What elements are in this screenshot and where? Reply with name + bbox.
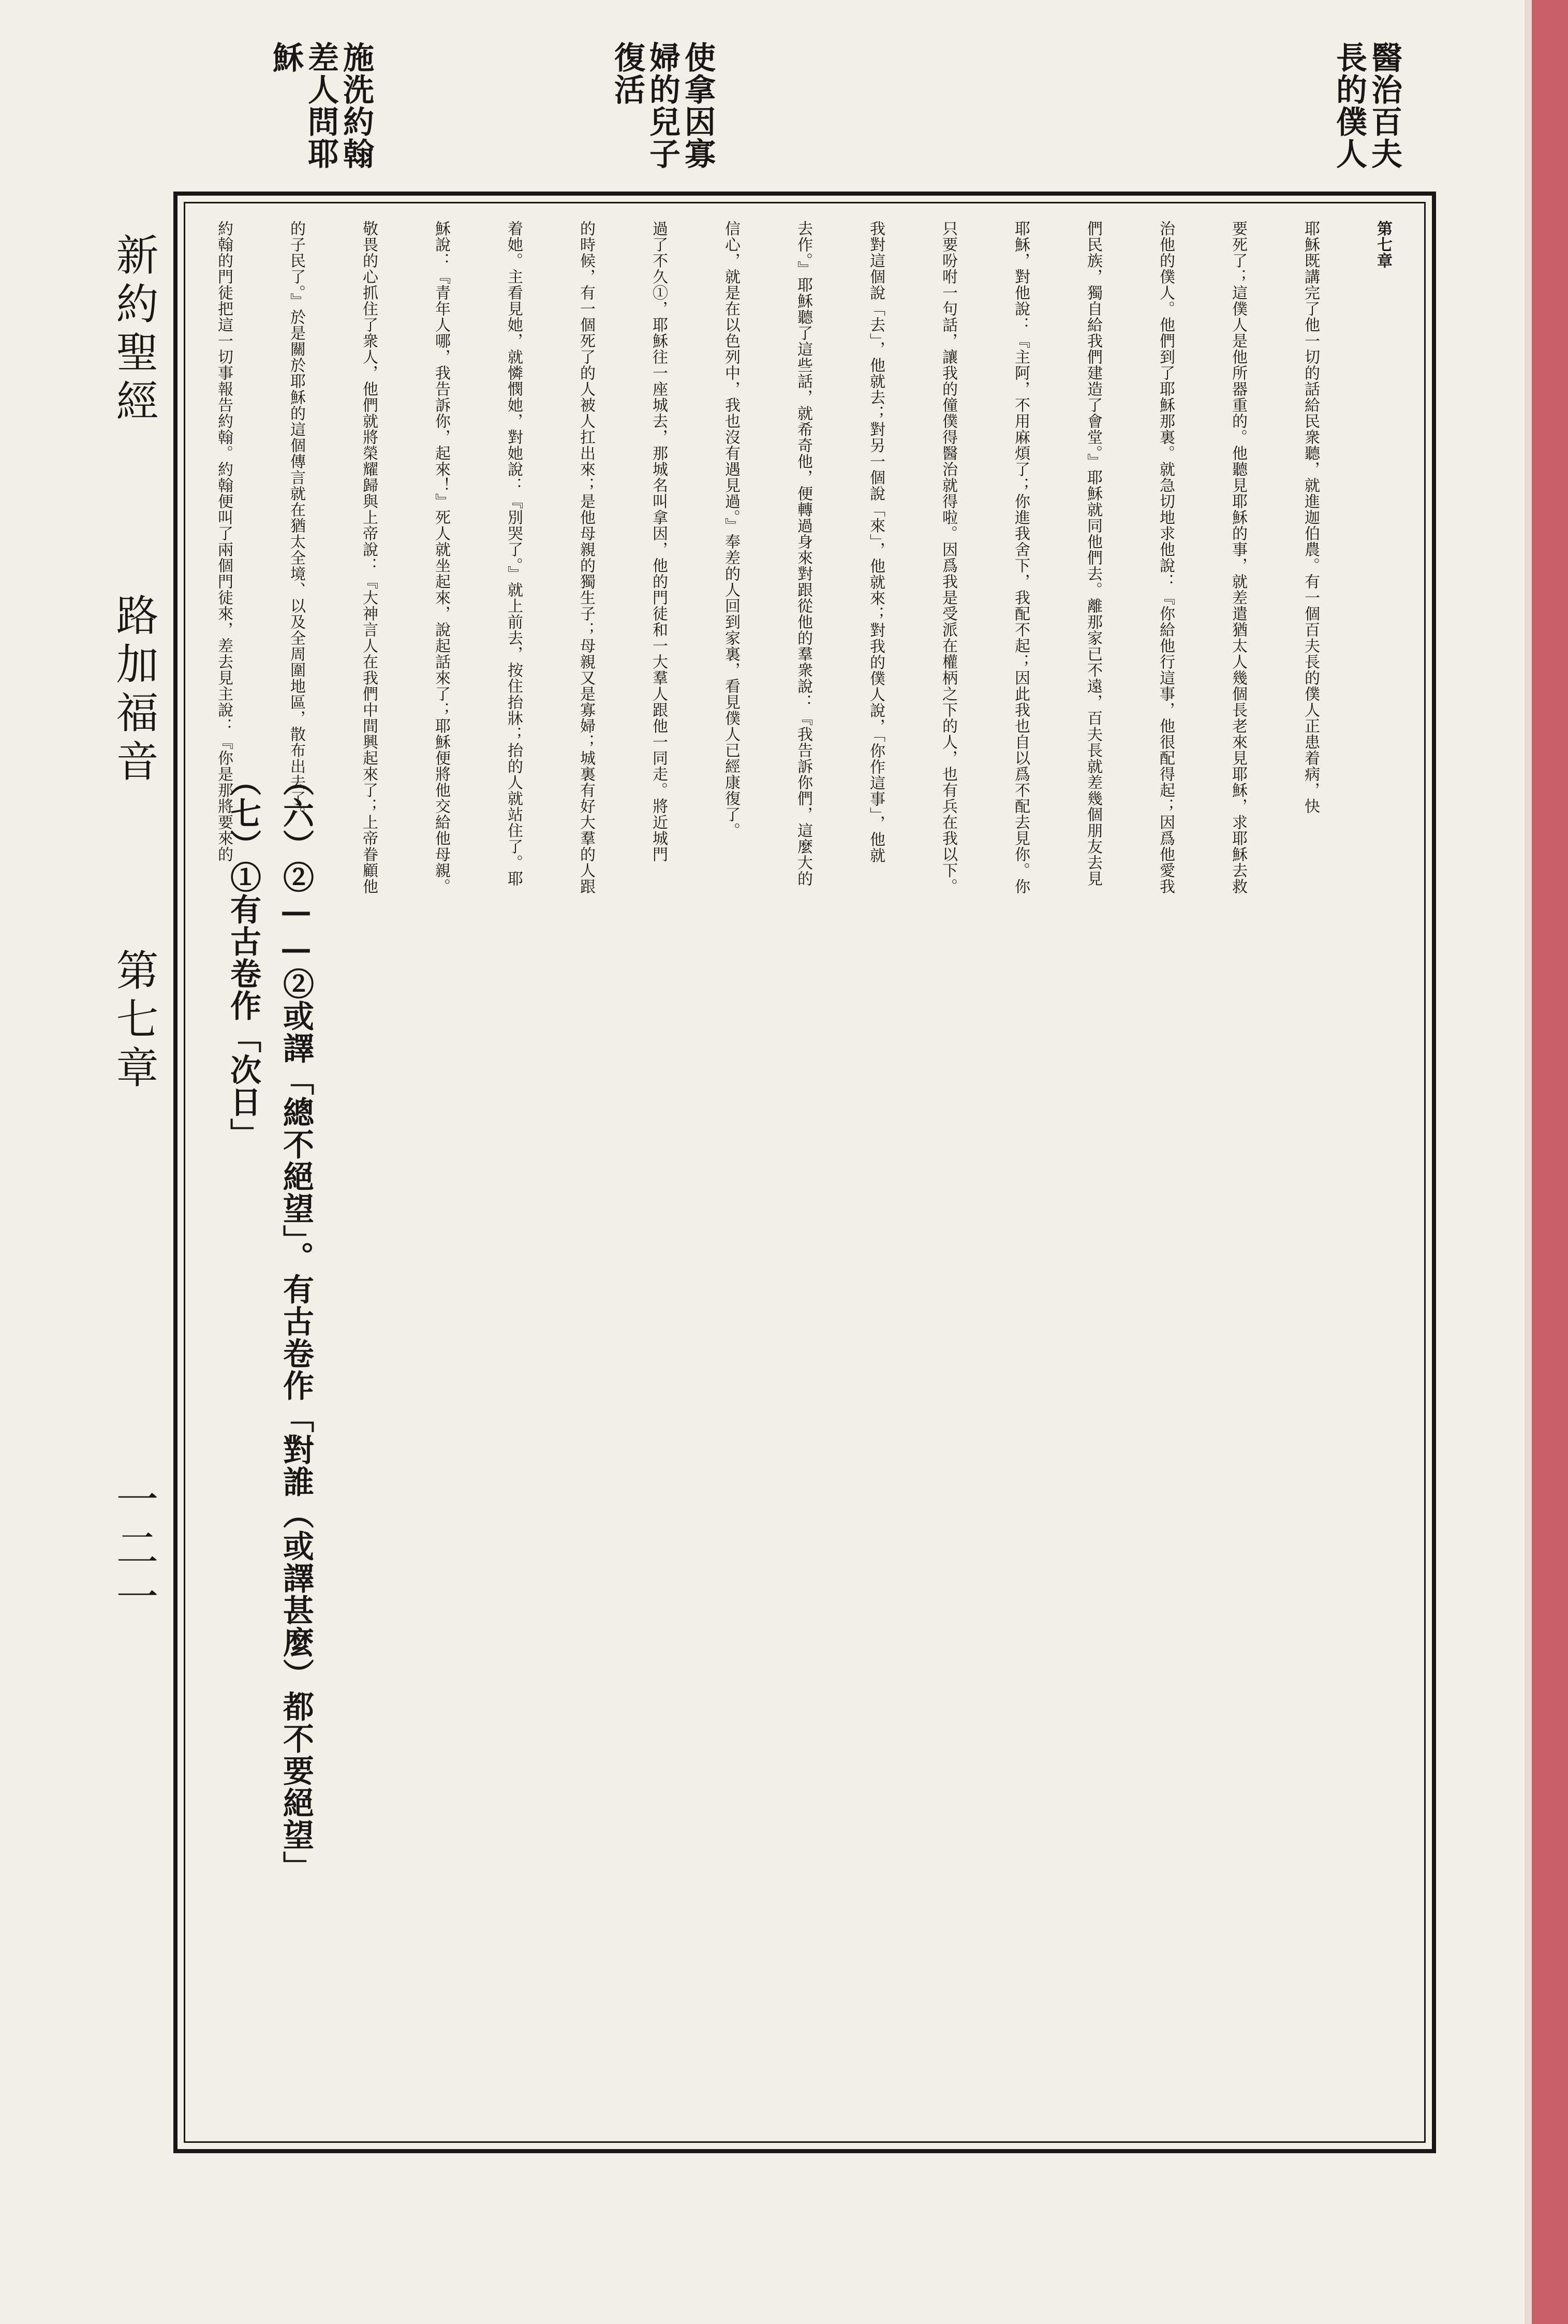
text-column: 去作。』耶穌聽了這些話，就希奇他，便轉過身來對跟從他的羣衆說：『我告訴你們，這麼大的: [794, 220, 812, 887]
text-column: 信心，就是在以色列中，我也沒有遇見過。』奉差的人回到家裏，看見僕人已經康復了。: [722, 220, 740, 839]
book-title: 新約聖經: [109, 233, 158, 428]
running-header: [103, 233, 164, 1786]
text-column: 我對這個說「去」，他就去；對另一個說「來」，他就來；對我的僕人說，「你作這事」，他就: [867, 220, 885, 863]
text-column: 的子民了。』於是關於耶穌的這個傳言就在猶太全境、以及全周圍地區，散布出去了。: [287, 220, 305, 822]
text-columns: [198, 220, 1409, 2089]
footnote: （六）②——②或譯「總不絕望」。有古卷作「對誰（或譯甚麼）都不要絕望」: [278, 765, 314, 1883]
section-heading-line: 婦的兒子: [644, 41, 681, 170]
footnote: （七）①有古卷作「次日」: [225, 765, 261, 1150]
text-column: 着她。主看見她，就憐憫她，對她說：『別哭了。』就上前去，按住抬牀；抬的人就站住了。耶: [505, 220, 523, 887]
section-heading-line: 施洗約翰: [338, 41, 374, 170]
footnotes: [227, 765, 313, 1883]
text-column: 過了不久①，耶穌往一座城去，那城名叫拿因，他的門徒和一大羣人跟他一同走。將近城門: [649, 220, 668, 862]
gospel-title: 路加福音: [109, 593, 158, 788]
text-frame: [173, 192, 1436, 2153]
chapter-label: 第七章: [109, 948, 158, 1094]
text-column: 治他的僕人。他們到了耶穌那裏。就急切地求他說：『你給他行這事，他很配得起；因爲他愛我: [1157, 220, 1175, 894]
section-heading-line: 使拿因寡: [679, 41, 716, 170]
text-column: 只要吩咐一句話，讓我的僮僕得醫治就得啦。因爲我是受派在權柄之下的人，也有兵在我以下。: [939, 220, 957, 894]
section-heading-line: 復活: [609, 41, 645, 106]
text-column: 敬畏的心抓住了衆人，他們就將榮耀歸與上帝說：『大神言人在我們中間興起來了；上帝眷顧他: [360, 220, 378, 894]
text-column: 們民族，獨自給我們建造了會堂。』耶穌就同他們去。離那家已不遠，百夫長就差幾個朋友去見: [1084, 220, 1102, 887]
text-column: 的時候，有一個死了的人被人扛出來；是他母親的獨生子；母親又是寡婦；城裏有好大羣的人跟: [577, 220, 595, 894]
section-heading-widow-son: [611, 41, 714, 197]
section-heading-line: 穌: [268, 41, 304, 73]
text-column: 穌說：『青年人哪，我告訴你，起來！』死人就坐起來，說起話來了；耶穌便將他交給他母親。: [432, 220, 450, 894]
section-heading-healing-servant: [1333, 41, 1401, 197]
section-heading-john-disciples: [269, 41, 373, 197]
text-column: 約翰的門徒把這一切事報告約翰。約翰便叫了兩個門徒來，差去見主說：『你是那將要來的: [215, 220, 233, 862]
text-column: 耶穌既講完了他一切的話給民衆聽，就進迦伯農。有一個百夫長的僕人正患着病，快: [1301, 220, 1320, 814]
section-heading-line: 醫治百夫: [1366, 41, 1402, 170]
chapter-title: 第七章: [1374, 220, 1392, 269]
page-number: 一二一: [109, 1477, 158, 1623]
text-column: 要死了；這僕人是他所器重的。他聽見耶穌的事，就差遣猶太人幾個長老來見耶穌，求耶穌去救: [1229, 220, 1247, 894]
section-heading-line: 差人問耶: [303, 41, 339, 170]
text-column: 耶穌，對他說：『主阿，不用麻煩了；你進我舍下，我配不起；因此我也自以爲不配去見你。你: [1012, 220, 1030, 894]
section-heading-line: 長的僕人: [1331, 41, 1367, 170]
